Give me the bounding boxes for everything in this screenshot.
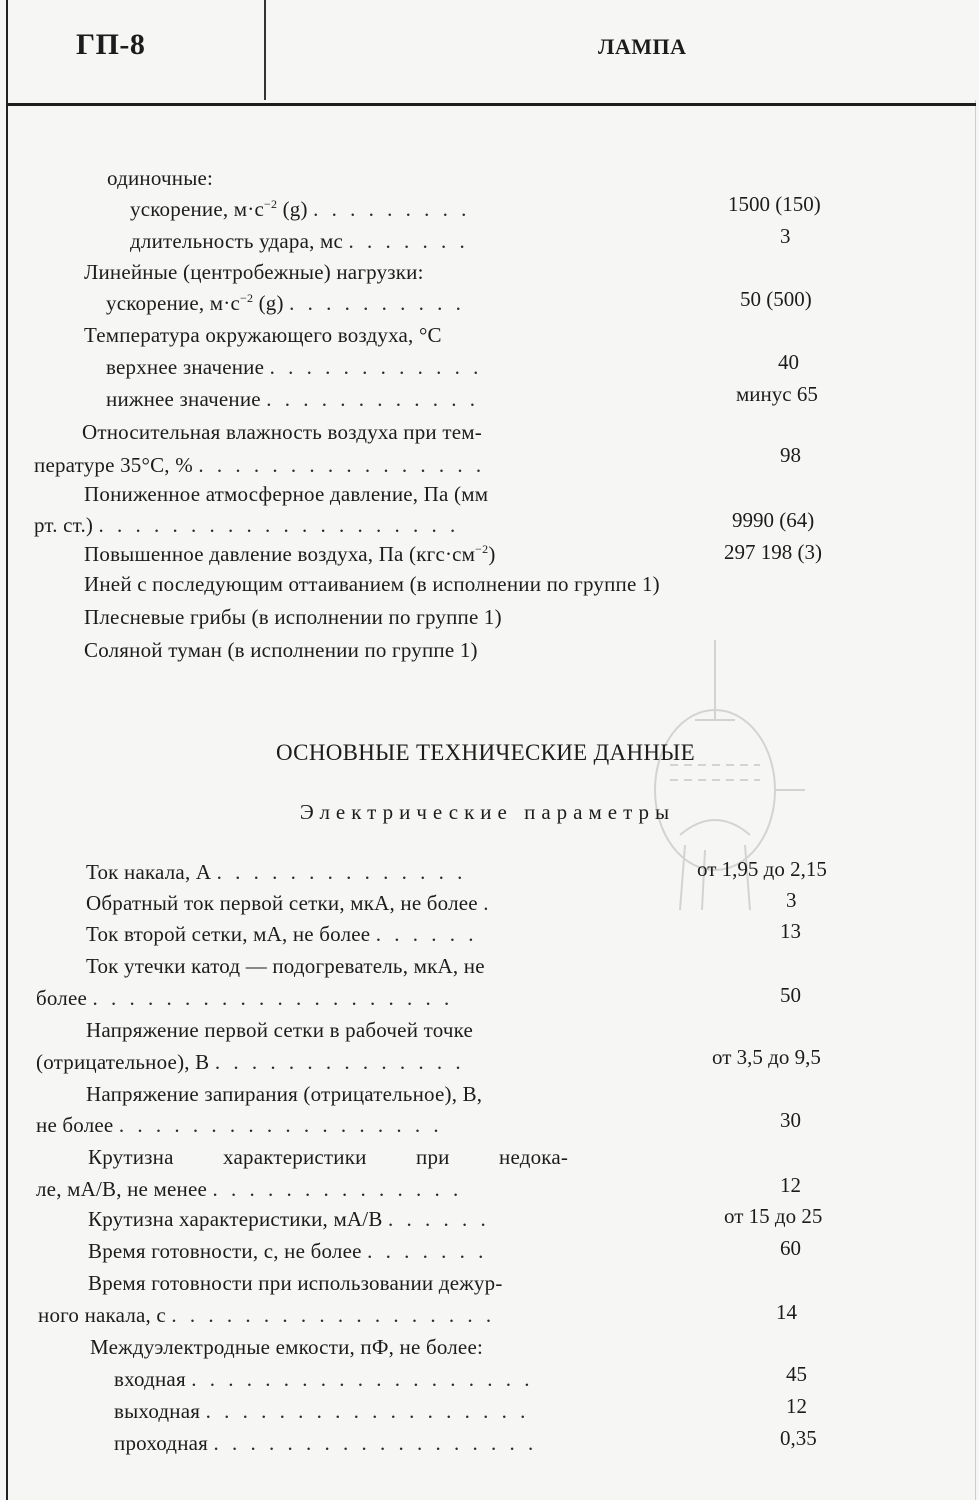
elec-row-value: 30 (780, 1108, 801, 1132)
elec-row-label: проходная . . . . . . . . . . . . . . . . . . (114, 1431, 538, 1455)
elec-row-label: Ток утечки катод — подогреватель, мкА, не (86, 954, 485, 978)
env-row-label: нижнее значение . . . . . . . . . . . . (106, 387, 480, 411)
env-row-label: Повышенное давление воздуха, Па $(кгс\cdot см^{-2})$ (84, 542, 496, 566)
env-row-value: 9990 (64) (732, 508, 815, 532)
elec-row-label: не более . . . . . . . . . . . . . . . . . . (36, 1113, 443, 1137)
header-divider (264, 0, 266, 100)
elec-row-value: 0,35 (780, 1426, 817, 1450)
elec-row-value: 13 (780, 919, 801, 943)
env-row-label: Относительная влажность воздуха при тем- (82, 420, 482, 444)
env-row-label: Иней с последующим оттаиванием (в исполнении по группе 1) (84, 572, 660, 596)
elec-row-label: более . . . . . . . . . . . . . . . . . . . . (36, 986, 454, 1010)
env-row-label: длительность удара, мс . . . . . . . (130, 229, 469, 253)
elec-row-value: от 15 до 25 (724, 1204, 823, 1228)
section-title: ОСНОВНЫЕ ТЕХНИЧЕСКИЕ ДАННЫЕ (275, 740, 695, 765)
elec-row-label: ле, мА/В, не менее . . . . . . . . . . . . . . (36, 1177, 463, 1201)
elec-row-label: Крутизна характеристики при недока- (88, 1145, 569, 1169)
document-code: ГП-8 (76, 28, 146, 61)
elec-row-value: 12 (786, 1394, 807, 1418)
env-row-label: ускорение, $м\cdot с^{-2}$ (g) . . . . . . . . . . (106, 291, 465, 315)
elec-row-label: Ток накала, А . . . . . . . . . . . . . . (86, 860, 467, 884)
env-row-label: ускорение, $м\cdot с^{-2}$ (g) . . . . . . . . . (130, 197, 471, 221)
env-row-value: 1500 (150) (728, 192, 821, 216)
elec-row-value: от 1,95 до 2,15 (697, 857, 827, 881)
elec-row-value: 3 (786, 888, 797, 912)
env-row-label: Температура окружающего воздуха, °С (84, 323, 442, 347)
header-rule (6, 103, 976, 106)
env-row-value: 40 (778, 350, 799, 374)
elec-row-value: 45 (786, 1362, 807, 1386)
elec-row-value: 60 (780, 1236, 801, 1260)
elec-row-label: Междуэлектродные емкости, пФ, не более: (90, 1335, 484, 1359)
env-row-label: Соляной туман (в исполнении по группе 1) (84, 638, 478, 662)
env-row-label: одиночные: (107, 166, 214, 190)
elec-row-value: от 3,5 до 9,5 (712, 1045, 821, 1069)
elec-row-label: Обратный ток первой сетки, мкА, не более . (86, 891, 493, 915)
elec-row-label: Напряжение запирания (отрицательное), В, (86, 1082, 483, 1106)
elec-row-label: (отрицательное), В . . . . . . . . . . . . . . (36, 1050, 465, 1074)
elec-row-value: 12 (780, 1173, 801, 1197)
env-row-label: верхнее значение . . . . . . . . . . . . (106, 355, 483, 379)
elec-row-label: ного накала, с . . . . . . . . . . . . . . . . . . (38, 1303, 496, 1327)
env-row-label: пературе 35°С, % . . . . . . . . . . . . . . . . (34, 453, 486, 477)
env-row-value: 50 (500) (740, 287, 812, 311)
env-row-value: минус 65 (736, 382, 818, 406)
elec-row-label: Ток второй сетки, мА, не более . . . . . . (86, 922, 478, 946)
env-row-label: Плесневые грибы (в исполнении по группе 1) (84, 605, 502, 629)
elec-row-label: выходная . . . . . . . . . . . . . . . . . . (114, 1399, 530, 1423)
env-row-value: 98 (780, 443, 801, 467)
env-row-label: Пониженное атмосферное давление, Па (мм (84, 482, 489, 506)
elec-row-label: Время готовности, с, не более . . . . . . . (88, 1239, 488, 1263)
elec-row-label: Время готовности при использовании дежур- (88, 1271, 503, 1295)
elec-row-label: Крутизна характеристики, мА/В . . . . . . (88, 1207, 490, 1231)
document-title: ЛАМПА (598, 34, 687, 59)
subsection-title: Электрические параметры (299, 800, 676, 824)
elec-row-label: входная . . . . . . . . . . . . . . . . . . . (114, 1367, 534, 1391)
env-row-value: 297 198 (3) (724, 540, 822, 564)
env-row-label: рт. ст.) . . . . . . . . . . . . . . . . . . . . (34, 513, 460, 537)
elec-row-label: Напряжение первой сетки в рабочей точке (86, 1018, 474, 1042)
elec-row-value: 50 (780, 983, 801, 1007)
env-row-value: 3 (780, 224, 791, 248)
env-row-label: Линейные (центробежные) нагрузки: (84, 260, 424, 284)
elec-row-value: 14 (776, 1300, 797, 1324)
